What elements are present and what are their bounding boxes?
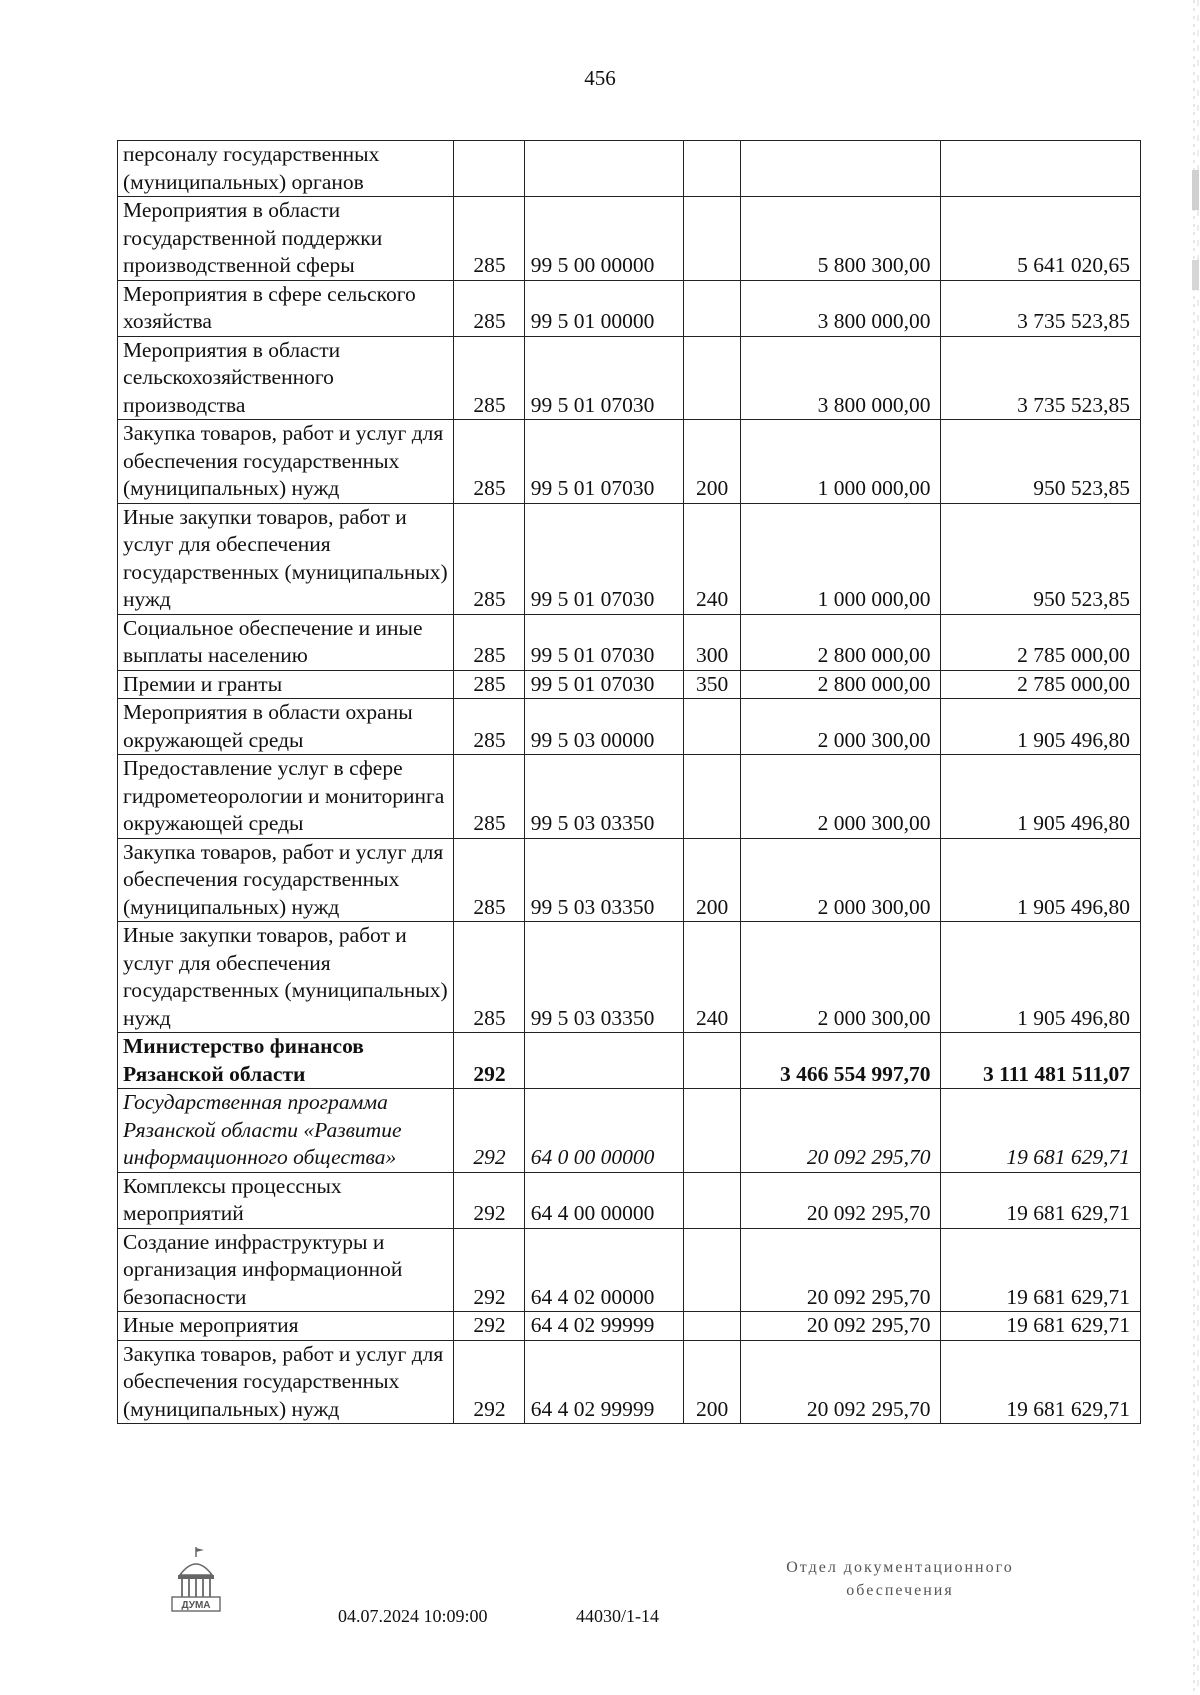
table-row (118, 197, 1141, 281)
stamp-line-1: Отдел документационного (786, 1559, 1014, 1576)
cell-target-article: 99 5 03 03350 (524, 922, 683, 1033)
cell-department-code (454, 141, 525, 197)
cell-target-article: 64 4 02 99999 (524, 1312, 683, 1341)
cell-expense-type: 200 (683, 420, 740, 504)
cell-name: Создание инфраструктуры и организация информационной безопасности (118, 1228, 454, 1312)
cell-approved-amount: 20 092 295,70 (740, 1340, 941, 1424)
cell-department-code: 292 (454, 1033, 525, 1089)
cell-department-code: 292 (454, 1228, 525, 1312)
cell-executed-amount (941, 141, 1141, 197)
cell-name: Иные закупки товаров, работ и услуг для обеспечения государственных (муниципальных) нужд (118, 922, 454, 1033)
stamp-line-2: обеспечения (846, 1582, 954, 1599)
cell-executed-amount: 1 905 496,80 (941, 922, 1141, 1033)
table-row (118, 1312, 1141, 1341)
cell-expense-type (683, 1228, 740, 1312)
cell-approved-amount: 2 000 300,00 (740, 699, 941, 755)
table-row (118, 280, 1141, 336)
cell-approved-amount: 3 800 000,00 (740, 336, 941, 420)
cell-executed-amount: 19 681 629,71 (941, 1172, 1141, 1228)
cell-name: Мероприятия в области государственной поддержки производственной сферы (118, 197, 454, 281)
table-row (118, 699, 1141, 755)
cell-department-code: 285 (454, 336, 525, 420)
cell-expense-type (683, 1089, 740, 1173)
cell-executed-amount: 3 735 523,85 (941, 280, 1141, 336)
cell-executed-amount: 950 523,85 (941, 503, 1141, 614)
cell-approved-amount: 1 000 000,00 (740, 503, 941, 614)
cell-approved-amount: 20 092 295,70 (740, 1089, 941, 1173)
cell-expense-type (683, 1172, 740, 1228)
cell-executed-amount: 19 681 629,71 (941, 1312, 1141, 1341)
cell-department-code: 285 (454, 280, 525, 336)
scan-edge-noise (1190, 0, 1200, 1695)
cell-executed-amount: 5 641 020,65 (941, 197, 1141, 281)
cell-expense-type: 200 (683, 1340, 740, 1424)
cell-department-code: 285 (454, 922, 525, 1033)
table-row (118, 755, 1141, 839)
cell-name: Комплексы процессных мероприятий (118, 1172, 454, 1228)
cell-approved-amount: 20 092 295,70 (740, 1228, 941, 1312)
page-number: 456 (584, 66, 616, 90)
cell-name: Закупка товаров, работ и услуг для обеспечения государственных (муниципальных) нужд (118, 838, 454, 922)
cell-name: Социальное обеспечение и иные выплаты населению (118, 614, 454, 670)
cell-expense-type (683, 197, 740, 281)
cell-name: Закупка товаров, работ и услуг для обеспечения государственных (муниципальных) нужд (118, 420, 454, 504)
cell-executed-amount: 19 681 629,71 (941, 1089, 1141, 1173)
cell-executed-amount: 2 785 000,00 (941, 614, 1141, 670)
cell-name: Премии и гранты (118, 670, 454, 699)
table-row (118, 141, 1141, 197)
cell-department-code: 292 (454, 1312, 525, 1341)
cell-target-article: 99 5 03 03350 (524, 755, 683, 839)
seal-text: ДУМА (181, 1600, 211, 1611)
cell-approved-amount: 2 800 000,00 (740, 670, 941, 699)
cell-expense-type (683, 699, 740, 755)
cell-target-article (524, 1033, 683, 1089)
table-row (118, 614, 1141, 670)
cell-target-article: 64 4 02 00000 (524, 1228, 683, 1312)
table-row (118, 1340, 1141, 1424)
table-row (118, 838, 1141, 922)
table-row (118, 1228, 1141, 1312)
table-row (118, 503, 1141, 614)
cell-department-code: 285 (454, 699, 525, 755)
cell-department-code: 285 (454, 670, 525, 699)
cell-name: персоналу государственных (муниципальных) органов (118, 141, 454, 197)
cell-name: Мероприятия в сфере сельского хозяйства (118, 280, 454, 336)
cell-approved-amount: 2 000 300,00 (740, 755, 941, 839)
cell-department-code: 285 (454, 614, 525, 670)
cell-executed-amount: 19 681 629,71 (941, 1340, 1141, 1424)
cell-name: Мероприятия в области охраны окружающей среды (118, 699, 454, 755)
table-row (118, 1089, 1141, 1173)
table-row (118, 1172, 1141, 1228)
cell-department-code: 285 (454, 420, 525, 504)
cell-approved-amount: 2 800 000,00 (740, 614, 941, 670)
cell-target-article: 64 4 00 00000 (524, 1172, 683, 1228)
cell-name: Мероприятия в области сельскохозяйственного производства (118, 336, 454, 420)
footer-date: 04.07.2024 10:09:00 (338, 1606, 488, 1626)
cell-approved-amount: 3 466 554 997,70 (740, 1033, 941, 1089)
cell-target-article: 99 5 01 07030 (524, 420, 683, 504)
duma-seal-icon (166, 1545, 230, 1613)
cell-executed-amount: 1 905 496,80 (941, 755, 1141, 839)
cell-approved-amount: 2 000 300,00 (740, 922, 941, 1033)
cell-department-code: 285 (454, 838, 525, 922)
cell-expense-type: 200 (683, 838, 740, 922)
cell-department-code: 285 (454, 197, 525, 281)
cell-target-article: 99 5 00 00000 (524, 197, 683, 281)
cell-name: Предоставление услуг в сфере гидрометеорологии и мониторинга окружающей среды (118, 755, 454, 839)
cell-expense-type (683, 280, 740, 336)
table-row (118, 922, 1141, 1033)
cell-approved-amount: 3 800 000,00 (740, 280, 941, 336)
footer-doc-number: 44030/1-14 (576, 1606, 659, 1626)
cell-expense-type: 240 (683, 503, 740, 614)
cell-executed-amount: 1 905 496,80 (941, 838, 1141, 922)
cell-target-article: 99 5 01 07030 (524, 670, 683, 699)
cell-executed-amount: 3 111 481 511,07 (941, 1033, 1141, 1089)
cell-target-article: 64 4 02 99999 (524, 1340, 683, 1424)
cell-approved-amount (740, 141, 941, 197)
table-row (118, 336, 1141, 420)
cell-target-article: 99 5 03 03350 (524, 838, 683, 922)
budget-table (117, 140, 1141, 1424)
cell-approved-amount: 1 000 000,00 (740, 420, 941, 504)
cell-expense-type (683, 336, 740, 420)
cell-department-code: 285 (454, 503, 525, 614)
cell-name: Иные мероприятия (118, 1312, 454, 1341)
cell-name: Министерство финансов Рязанской области (118, 1033, 454, 1089)
cell-expense-type: 300 (683, 614, 740, 670)
cell-expense-type: 240 (683, 922, 740, 1033)
cell-target-article (524, 141, 683, 197)
cell-expense-type (683, 1312, 740, 1341)
cell-department-code: 285 (454, 755, 525, 839)
cell-approved-amount: 20 092 295,70 (740, 1312, 941, 1341)
cell-target-article: 99 5 01 07030 (524, 336, 683, 420)
cell-name: Государственная программа Рязанской области «Развитие информационного общества» (118, 1089, 454, 1173)
cell-executed-amount: 3 735 523,85 (941, 336, 1141, 420)
cell-expense-type (683, 141, 740, 197)
cell-expense-type (683, 755, 740, 839)
department-stamp (760, 1556, 1040, 1602)
cell-name: Закупка товаров, работ и услуг для обеспечения государственных (муниципальных) нужд (118, 1340, 454, 1424)
cell-expense-type (683, 1033, 740, 1089)
table-row (118, 670, 1141, 699)
cell-executed-amount: 950 523,85 (941, 420, 1141, 504)
cell-name: Иные закупки товаров, работ и услуг для обеспечения государственных (муниципальных) нужд (118, 503, 454, 614)
cell-department-code: 292 (454, 1089, 525, 1173)
cell-target-article: 99 5 03 00000 (524, 699, 683, 755)
table-body (118, 141, 1141, 1424)
cell-target-article: 99 5 01 00000 (524, 280, 683, 336)
table-row (118, 420, 1141, 504)
cell-expense-type: 350 (683, 670, 740, 699)
cell-approved-amount: 20 092 295,70 (740, 1172, 941, 1228)
cell-target-article: 99 5 01 07030 (524, 503, 683, 614)
table-row (118, 1033, 1141, 1089)
cell-department-code: 292 (454, 1172, 525, 1228)
cell-approved-amount: 2 000 300,00 (740, 838, 941, 922)
cell-target-article: 99 5 01 07030 (524, 614, 683, 670)
cell-executed-amount: 19 681 629,71 (941, 1228, 1141, 1312)
cell-target-article: 64 0 00 00000 (524, 1089, 683, 1173)
cell-department-code: 292 (454, 1340, 525, 1424)
cell-executed-amount: 1 905 496,80 (941, 699, 1141, 755)
cell-executed-amount: 2 785 000,00 (941, 670, 1141, 699)
cell-approved-amount: 5 800 300,00 (740, 197, 941, 281)
